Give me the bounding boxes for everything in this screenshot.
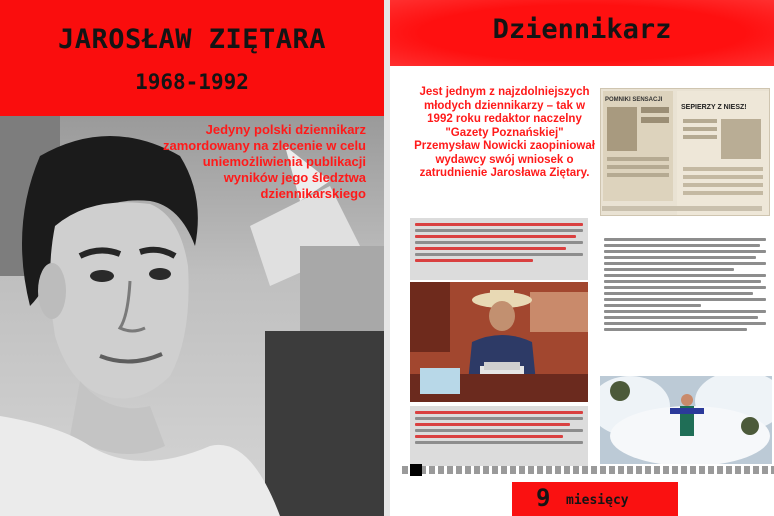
intro-quote: Jest jednym z najzdolniejszych młodych dziennikarzy – tak w 1992 roku redaktor naczelny "Gazety Poznańskiej" Przemysław Nowicki zaopiniował wydawcy swój wniosek o zatrudnienie Jarosława Ziętary. xyxy=(414,86,595,179)
left-page xyxy=(0,0,384,516)
lower-text-block xyxy=(410,406,588,466)
typewriter-photo xyxy=(410,282,588,402)
duration-number: 9 xyxy=(536,484,551,512)
duration-word: miesięcy xyxy=(566,493,629,508)
snow-illustration xyxy=(600,376,772,464)
clipping-caption-line xyxy=(602,206,762,211)
tagline: Jedyny polski dziennikarz zamordowany na zlecenie w celu uniemożliwienia publikacji wyników jego śledztwa dziennikarskiego xyxy=(162,122,366,201)
timeline-marker xyxy=(410,464,422,476)
side-text-column xyxy=(598,232,772,372)
typewriter-illustration xyxy=(410,282,588,402)
timeline-strip xyxy=(402,466,774,474)
life-years: 1968-1992 xyxy=(135,70,249,94)
newspaper-clipping xyxy=(600,88,770,216)
section-title: Dziennikarz xyxy=(492,14,672,45)
story-text-block xyxy=(410,218,588,280)
snow-photo xyxy=(600,376,772,464)
clipping-headline-right: SEPIERZY Z NIESZ! xyxy=(681,104,747,111)
left-header-band xyxy=(0,0,384,116)
person-name: JAROSŁAW ZIĘTARA xyxy=(57,24,327,55)
clipping-headline-left: POMNIKI SENSACJI xyxy=(605,97,663,103)
clipping-illustration xyxy=(601,89,771,217)
right-page xyxy=(390,0,774,516)
